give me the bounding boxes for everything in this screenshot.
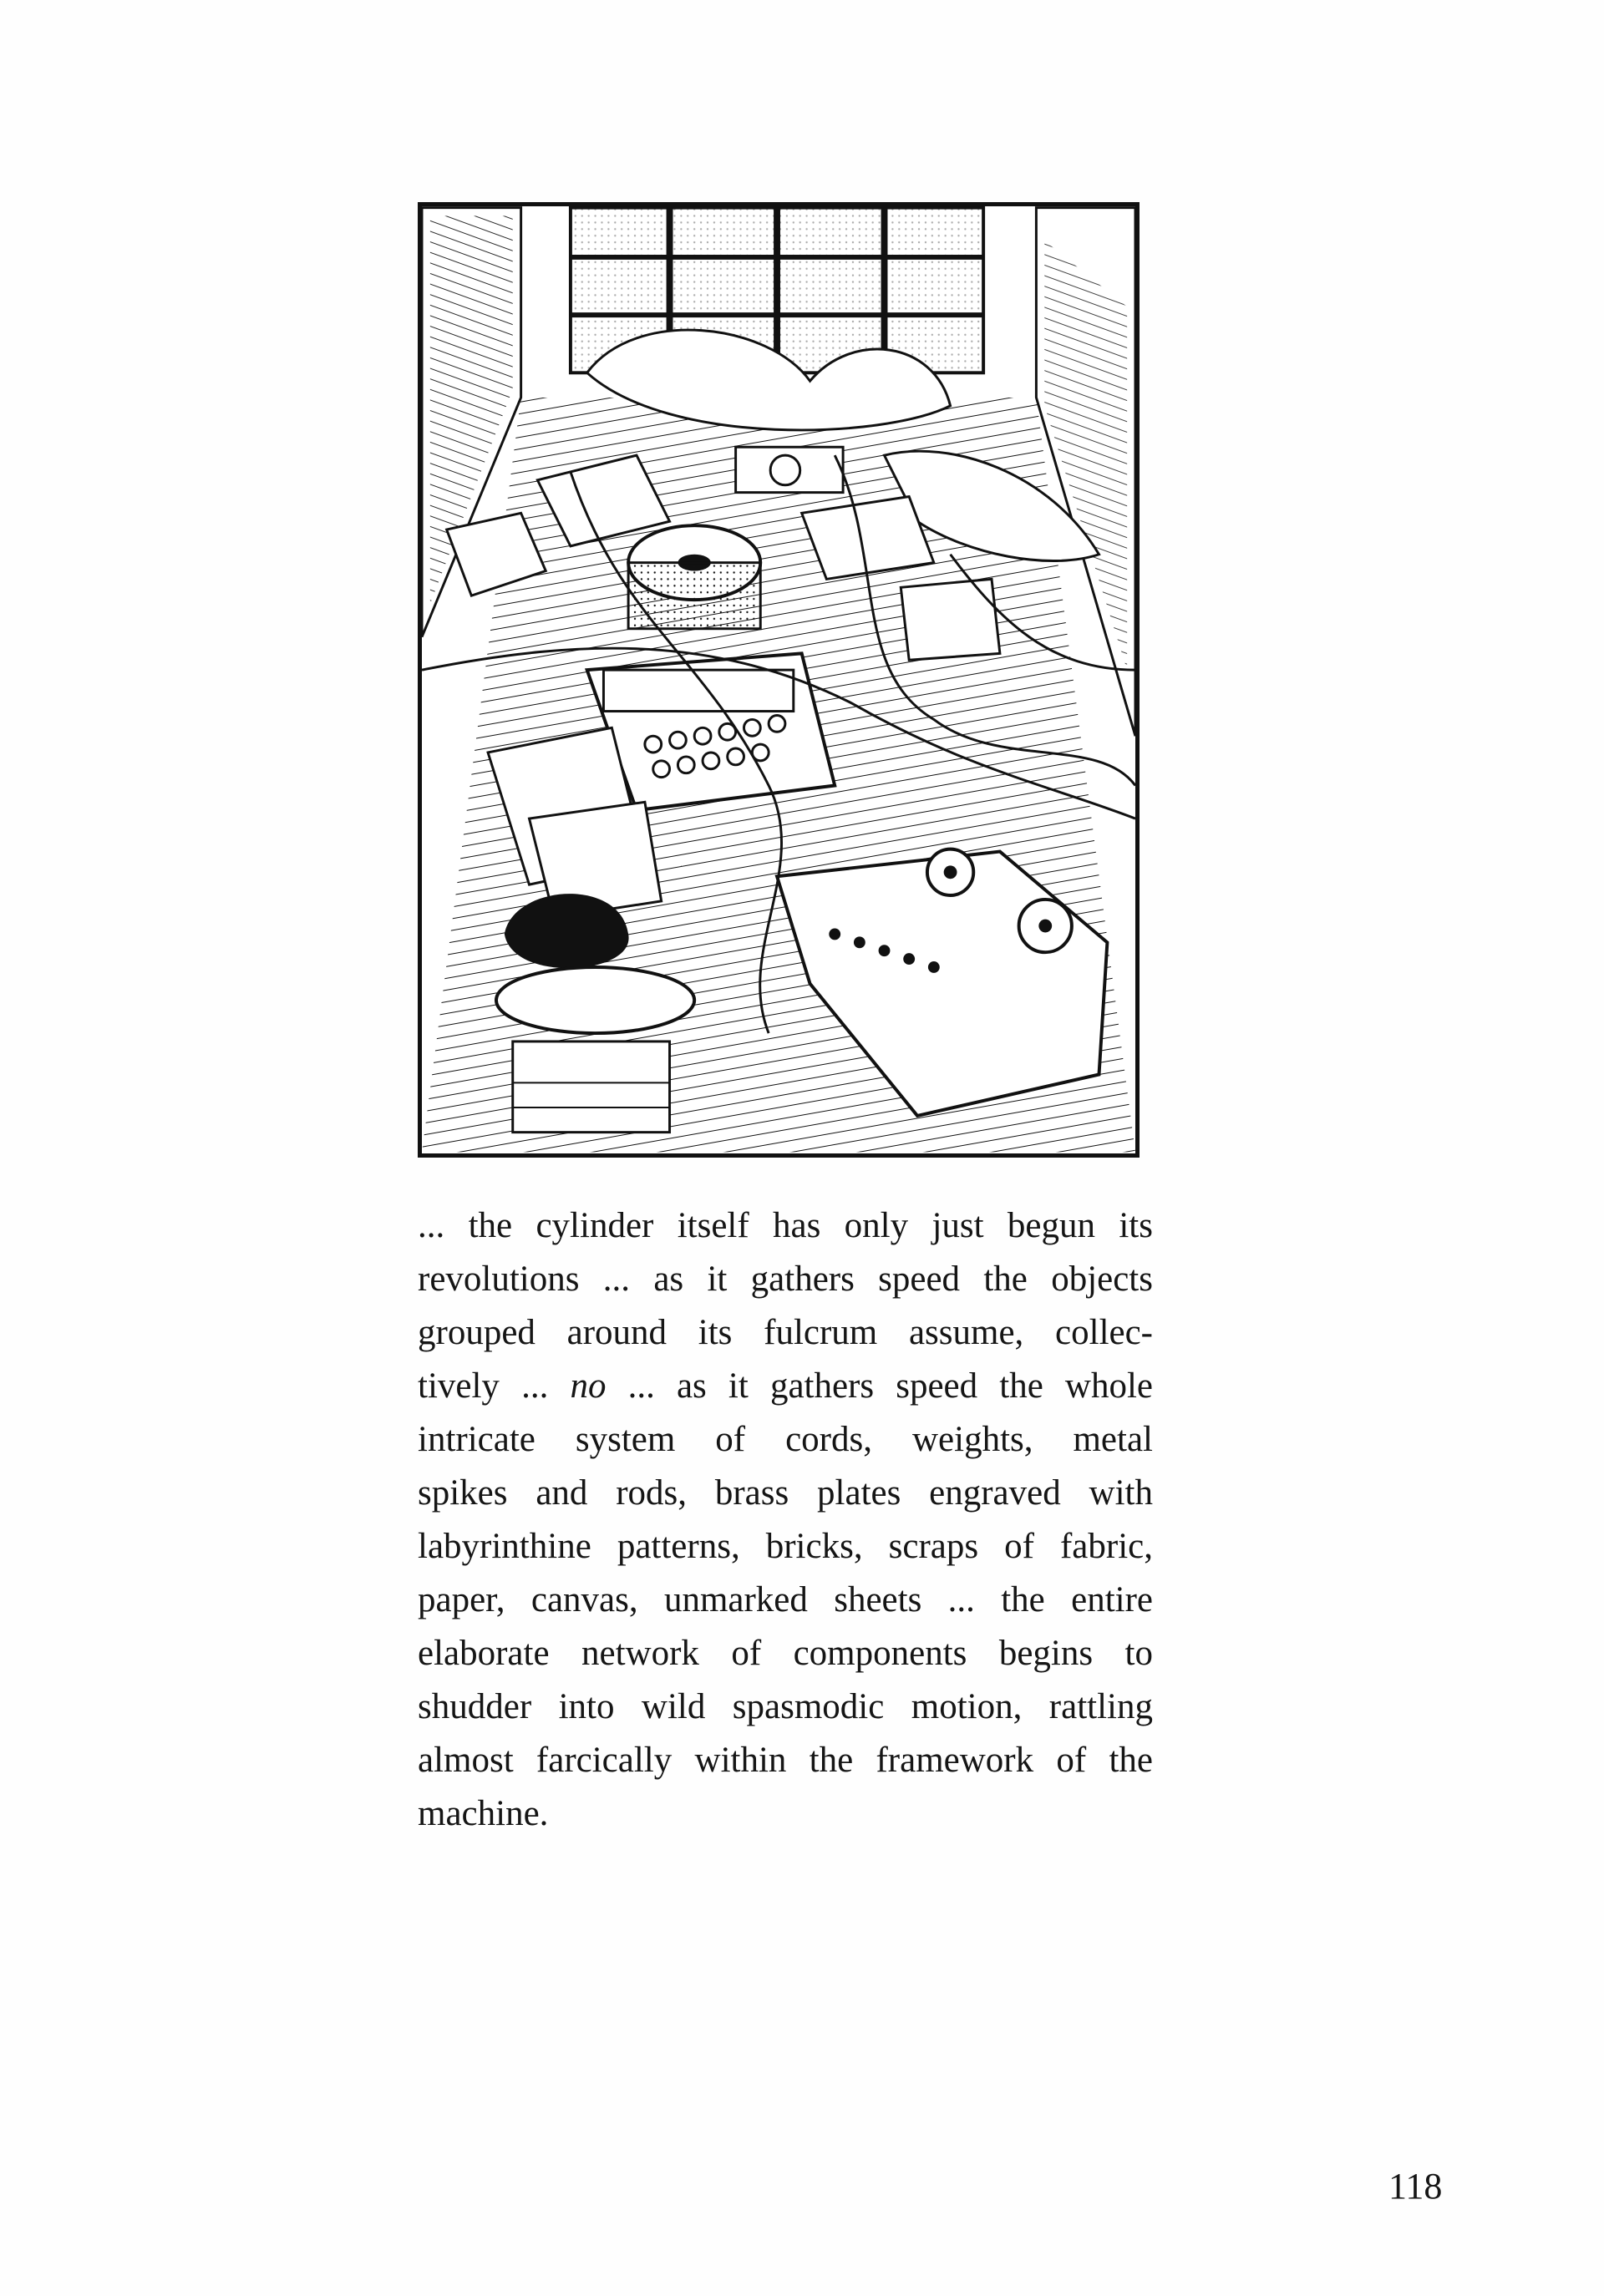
pen-and-ink-illustration: [418, 202, 1140, 1158]
passage-emphasis-no: no: [570, 1366, 607, 1406]
passage-segment: ... as it gathers speed the whole: [627, 1366, 1154, 1406]
passage-line: labyrinthine patterns, bricks, scraps of fabric,: [418, 1527, 1153, 1566]
passage-line: machine.: [418, 1794, 549, 1833]
passage: [418, 1199, 1153, 1841]
illustration-drawing: [422, 206, 1135, 1153]
passage-line: ... the cylinder itself has only just begun its: [418, 1206, 1153, 1245]
passage-line: intricate system of cords, weights, metal: [418, 1420, 1153, 1459]
passage-line: revolutions ... as it gathers speed the objects: [418, 1260, 1153, 1299]
passage-line: spikes and rods, brass plates engraved with: [418, 1473, 1153, 1513]
passage-line: grouped around its fulcrum assume, collec-: [418, 1313, 1153, 1352]
passage-line: elaborate network of components begins to: [418, 1634, 1153, 1673]
passage-word-tively: tively: [418, 1366, 500, 1406]
page-number: 118: [1388, 2166, 1443, 2207]
passage-line: shudder into wild spasmodic motion, rattling: [418, 1687, 1153, 1726]
passage-line: tively ... no ... as it gathers speed the whole: [418, 1366, 1154, 1406]
passage-line: paper, canvas, unmarked sheets ... the entire: [418, 1580, 1153, 1619]
passage-line: almost farcically within the framework of the: [418, 1741, 1153, 1780]
